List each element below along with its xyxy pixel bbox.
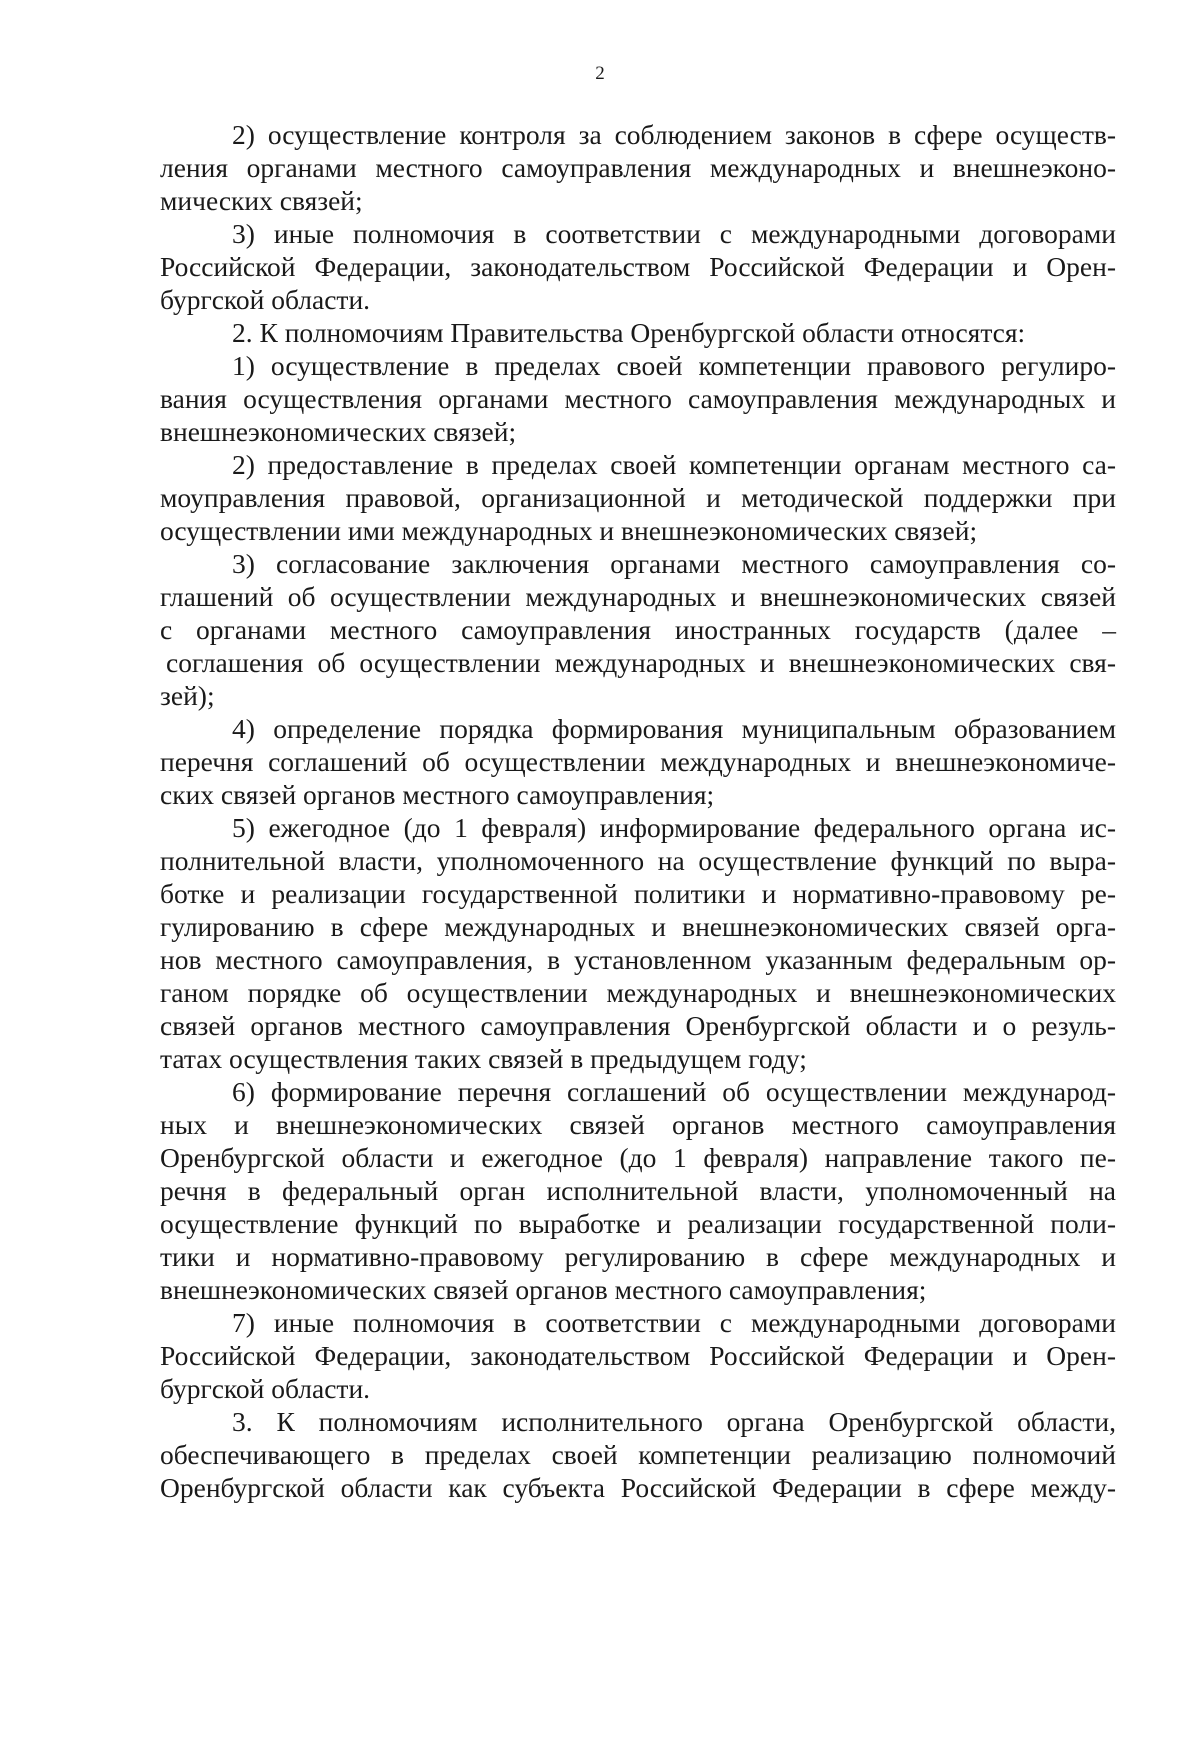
text-line: соглашения об осуществлении международных и внешнеэкономических свя-: [166, 647, 1116, 678]
text-line: обеспечивающего в пределах своей компетенции реализацию полномочий: [160, 1439, 1116, 1470]
text-line: полнительной власти, уполномоченного на осуществление функций по выра-: [160, 845, 1116, 876]
text-line: 2. К полномочиям Правительства Оренбургской области относятся:: [232, 317, 1026, 348]
text-line: ных и внешнеэкономических связей органов местного самоуправления: [160, 1109, 1116, 1140]
text-line: 5) ежегодное (до 1 февраля) информирование федерального органа ис-: [232, 812, 1116, 843]
text-line: ганом порядке об осуществлении международных и внешнеэкономических: [160, 977, 1116, 1008]
text-line: с органами местного самоуправления иностранных государств (далее –: [160, 614, 1116, 645]
text-line: нов местного самоуправления, в установленном указанным федеральным ор-: [160, 944, 1116, 975]
page-number: 2: [595, 63, 605, 84]
text-line: глашений об осуществлении международных и внешнеэкономических связей: [160, 581, 1116, 612]
text-line: тики и нормативно-правовому регулированию в сфере международных и: [160, 1241, 1116, 1272]
text-line: зей);: [160, 680, 215, 711]
text-line: татах осуществления таких связей в предыдущем году;: [160, 1043, 807, 1074]
document-body: [160, 118, 1116, 1504]
text-line: мических связей;: [160, 185, 363, 216]
text-line: Оренбургской области как субъекта Российской Федерации в сфере между-: [160, 1472, 1116, 1503]
text-line: Российской Федерации, законодательством Российской Федерации и Орен-: [160, 1340, 1116, 1371]
text-line: ботке и реализации государственной политики и нормативно-правовому ре-: [160, 878, 1116, 909]
text-line: перечня соглашений об осуществлении международных и внешнеэкономиче-: [160, 746, 1116, 777]
text-line: осуществление функций по выработке и реализации государственной поли-: [160, 1208, 1116, 1239]
text-line: 2) осуществление контроля за соблюдением законов в сфере осуществ-: [232, 119, 1116, 150]
text-line: внешнеэкономических связей органов местного самоуправления;: [160, 1274, 927, 1305]
text-line: 3) иные полномочия в соответствии с международными договорами: [232, 218, 1116, 249]
text-line: Оренбургской области и ежегодное (до 1 февраля) направление такого пе-: [160, 1142, 1116, 1173]
text-line: связей органов местного самоуправления Оренбургской области и о резуль-: [160, 1010, 1116, 1041]
text-line: речня в федеральный орган исполнительной власти, уполномоченный на: [160, 1175, 1116, 1206]
text-line: моуправления правовой, организационной и методической поддержки при: [160, 482, 1116, 513]
text-line: 1) осуществление в пределах своей компетенции правового регулиро-: [232, 350, 1116, 381]
text-line: гулированию в сфере международных и внешнеэкономических связей орга-: [160, 911, 1116, 942]
text-line: 7) иные полномочия в соответствии с международными договорами: [232, 1307, 1116, 1338]
text-line: бургской области.: [160, 1373, 371, 1404]
text-line: ления органами местного самоуправления международных и внешнеэконо-: [160, 152, 1116, 183]
text-line: внешнеэкономических связей;: [160, 416, 517, 447]
text-line: 6) формирование перечня соглашений об осуществлении международ-: [232, 1076, 1116, 1107]
text-line: 3. К полномочиям исполнительного органа Оренбургской области,: [232, 1406, 1116, 1437]
text-line: вания осуществления органами местного самоуправления международных и: [160, 383, 1116, 414]
text-line: 4) определение порядка формирования муниципальным образованием: [232, 713, 1116, 744]
text-line: Российской Федерации, законодательством Российской Федерации и Орен-: [160, 251, 1116, 282]
text-line: 3) согласование заключения органами местного самоуправления со-: [232, 548, 1116, 579]
text-line: бургской области.: [160, 284, 371, 315]
text-line: осуществлении ими международных и внешнеэкономических связей;: [160, 515, 978, 546]
text-line: ских связей органов местного самоуправления;: [160, 779, 715, 810]
text-line: 2) предоставление в пределах своей компетенции органам местного са-: [232, 449, 1116, 480]
